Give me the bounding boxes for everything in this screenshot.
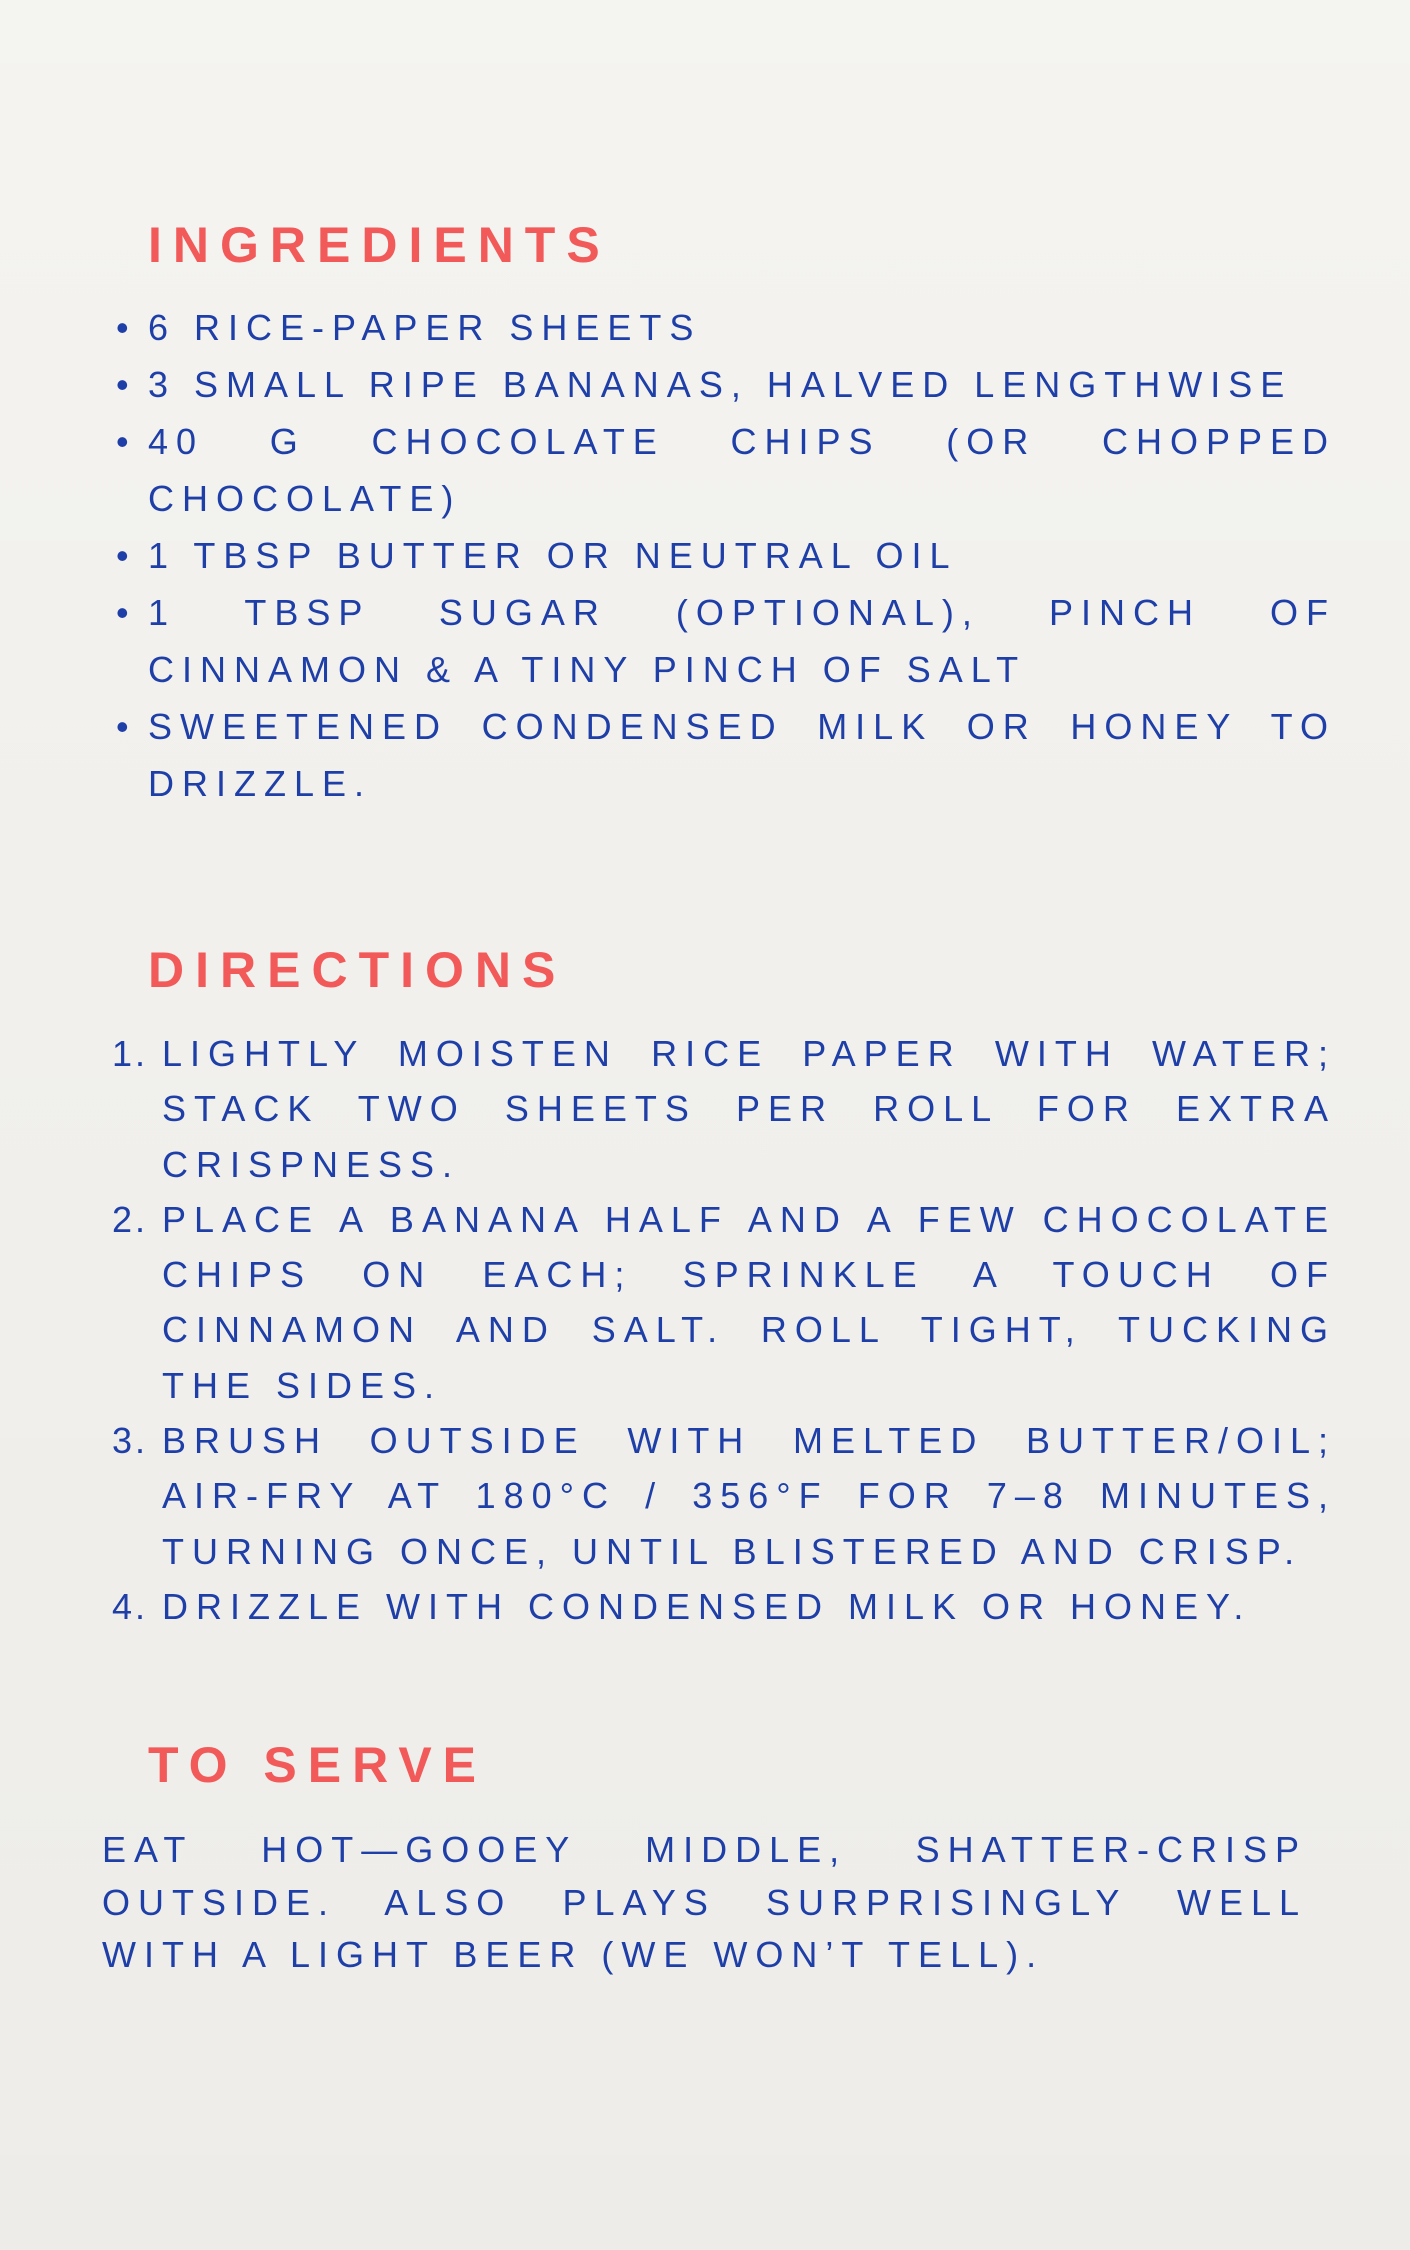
list-item <box>116 413 1336 527</box>
direction-step <box>112 1192 1336 1413</box>
bullet-icon: • <box>116 364 129 405</box>
step-number: 1. <box>112 1033 149 1074</box>
direction-step <box>112 1026 1336 1192</box>
ingredients-heading: INGREDIENTS <box>148 217 611 273</box>
ingredient-text: 3 SMALL RIPE BANANAS, HALVED LENGTHWISE <box>148 364 1293 405</box>
list-item <box>116 299 1336 356</box>
directions-heading: DIRECTIONS <box>148 942 567 998</box>
list-item <box>116 527 1336 584</box>
ingredient-text: 6 RICE-PAPER SHEETS <box>148 307 702 348</box>
bullet-icon: • <box>116 307 129 348</box>
bullet-icon: • <box>116 706 129 747</box>
step-number: 4. <box>112 1585 149 1627</box>
bullet-icon: • <box>116 592 129 633</box>
to-serve-heading: TO SERVE <box>148 1737 488 1793</box>
step-text: DRIZZLE WITH CONDENSED MILK OR HONEY. <box>162 1585 1252 1627</box>
step-text: LIGHTLY MOISTEN RICE PAPER WITH WATER; STACK TWO SHEETS PER ROLL FOR EXTRA CRISPNESS. <box>162 1033 1336 1185</box>
ingredients-list <box>116 299 1336 812</box>
list-item <box>116 356 1336 413</box>
list-item <box>116 698 1336 812</box>
direction-step <box>112 1579 1336 1634</box>
direction-step <box>112 1413 1336 1579</box>
ingredient-text: 40 G CHOCOLATE CHIPS (OR CHOPPED CHOCOLATE) <box>148 421 1336 519</box>
step-number: 2. <box>112 1198 149 1240</box>
ingredient-text: SWEETENED CONDENSED MILK OR HONEY TO DRIZZLE. <box>148 706 1336 804</box>
ingredient-text: 1 TBSP SUGAR (OPTIONAL), PINCH OF CINNAMON & A TINY PINCH OF SALT <box>148 592 1336 690</box>
bullet-icon: • <box>116 421 129 462</box>
step-text: BRUSH OUTSIDE WITH MELTED BUTTER/OIL; AIR-FRY AT 180°C / 356°F FOR 7–8 MINUTES, TURNING ONCE, UNTIL BLISTERED AND CRISP. <box>162 1420 1336 1572</box>
directions-list <box>112 1026 1336 1634</box>
ingredient-text: 1 TBSP BUTTER OR NEUTRAL OIL <box>148 535 958 576</box>
step-number: 3. <box>112 1420 149 1462</box>
list-item <box>116 584 1336 698</box>
step-text: PLACE A BANANA HALF AND A FEW CHOCOLATE CHIPS ON EACH; SPRINKLE A TOUCH OF CINNAMON AND SALT. ROLL TIGHT, TUCKING THE SIDES. <box>162 1198 1336 1406</box>
bullet-icon: • <box>116 535 129 576</box>
to-serve-text: EAT HOT—GOOEY MIDDLE, SHATTER-CRISP OUTSIDE. ALSO PLAYS SURPRISINGLY WELL WITH A LIGHT BEER (WE WON’T TELL). <box>102 1829 1307 1975</box>
